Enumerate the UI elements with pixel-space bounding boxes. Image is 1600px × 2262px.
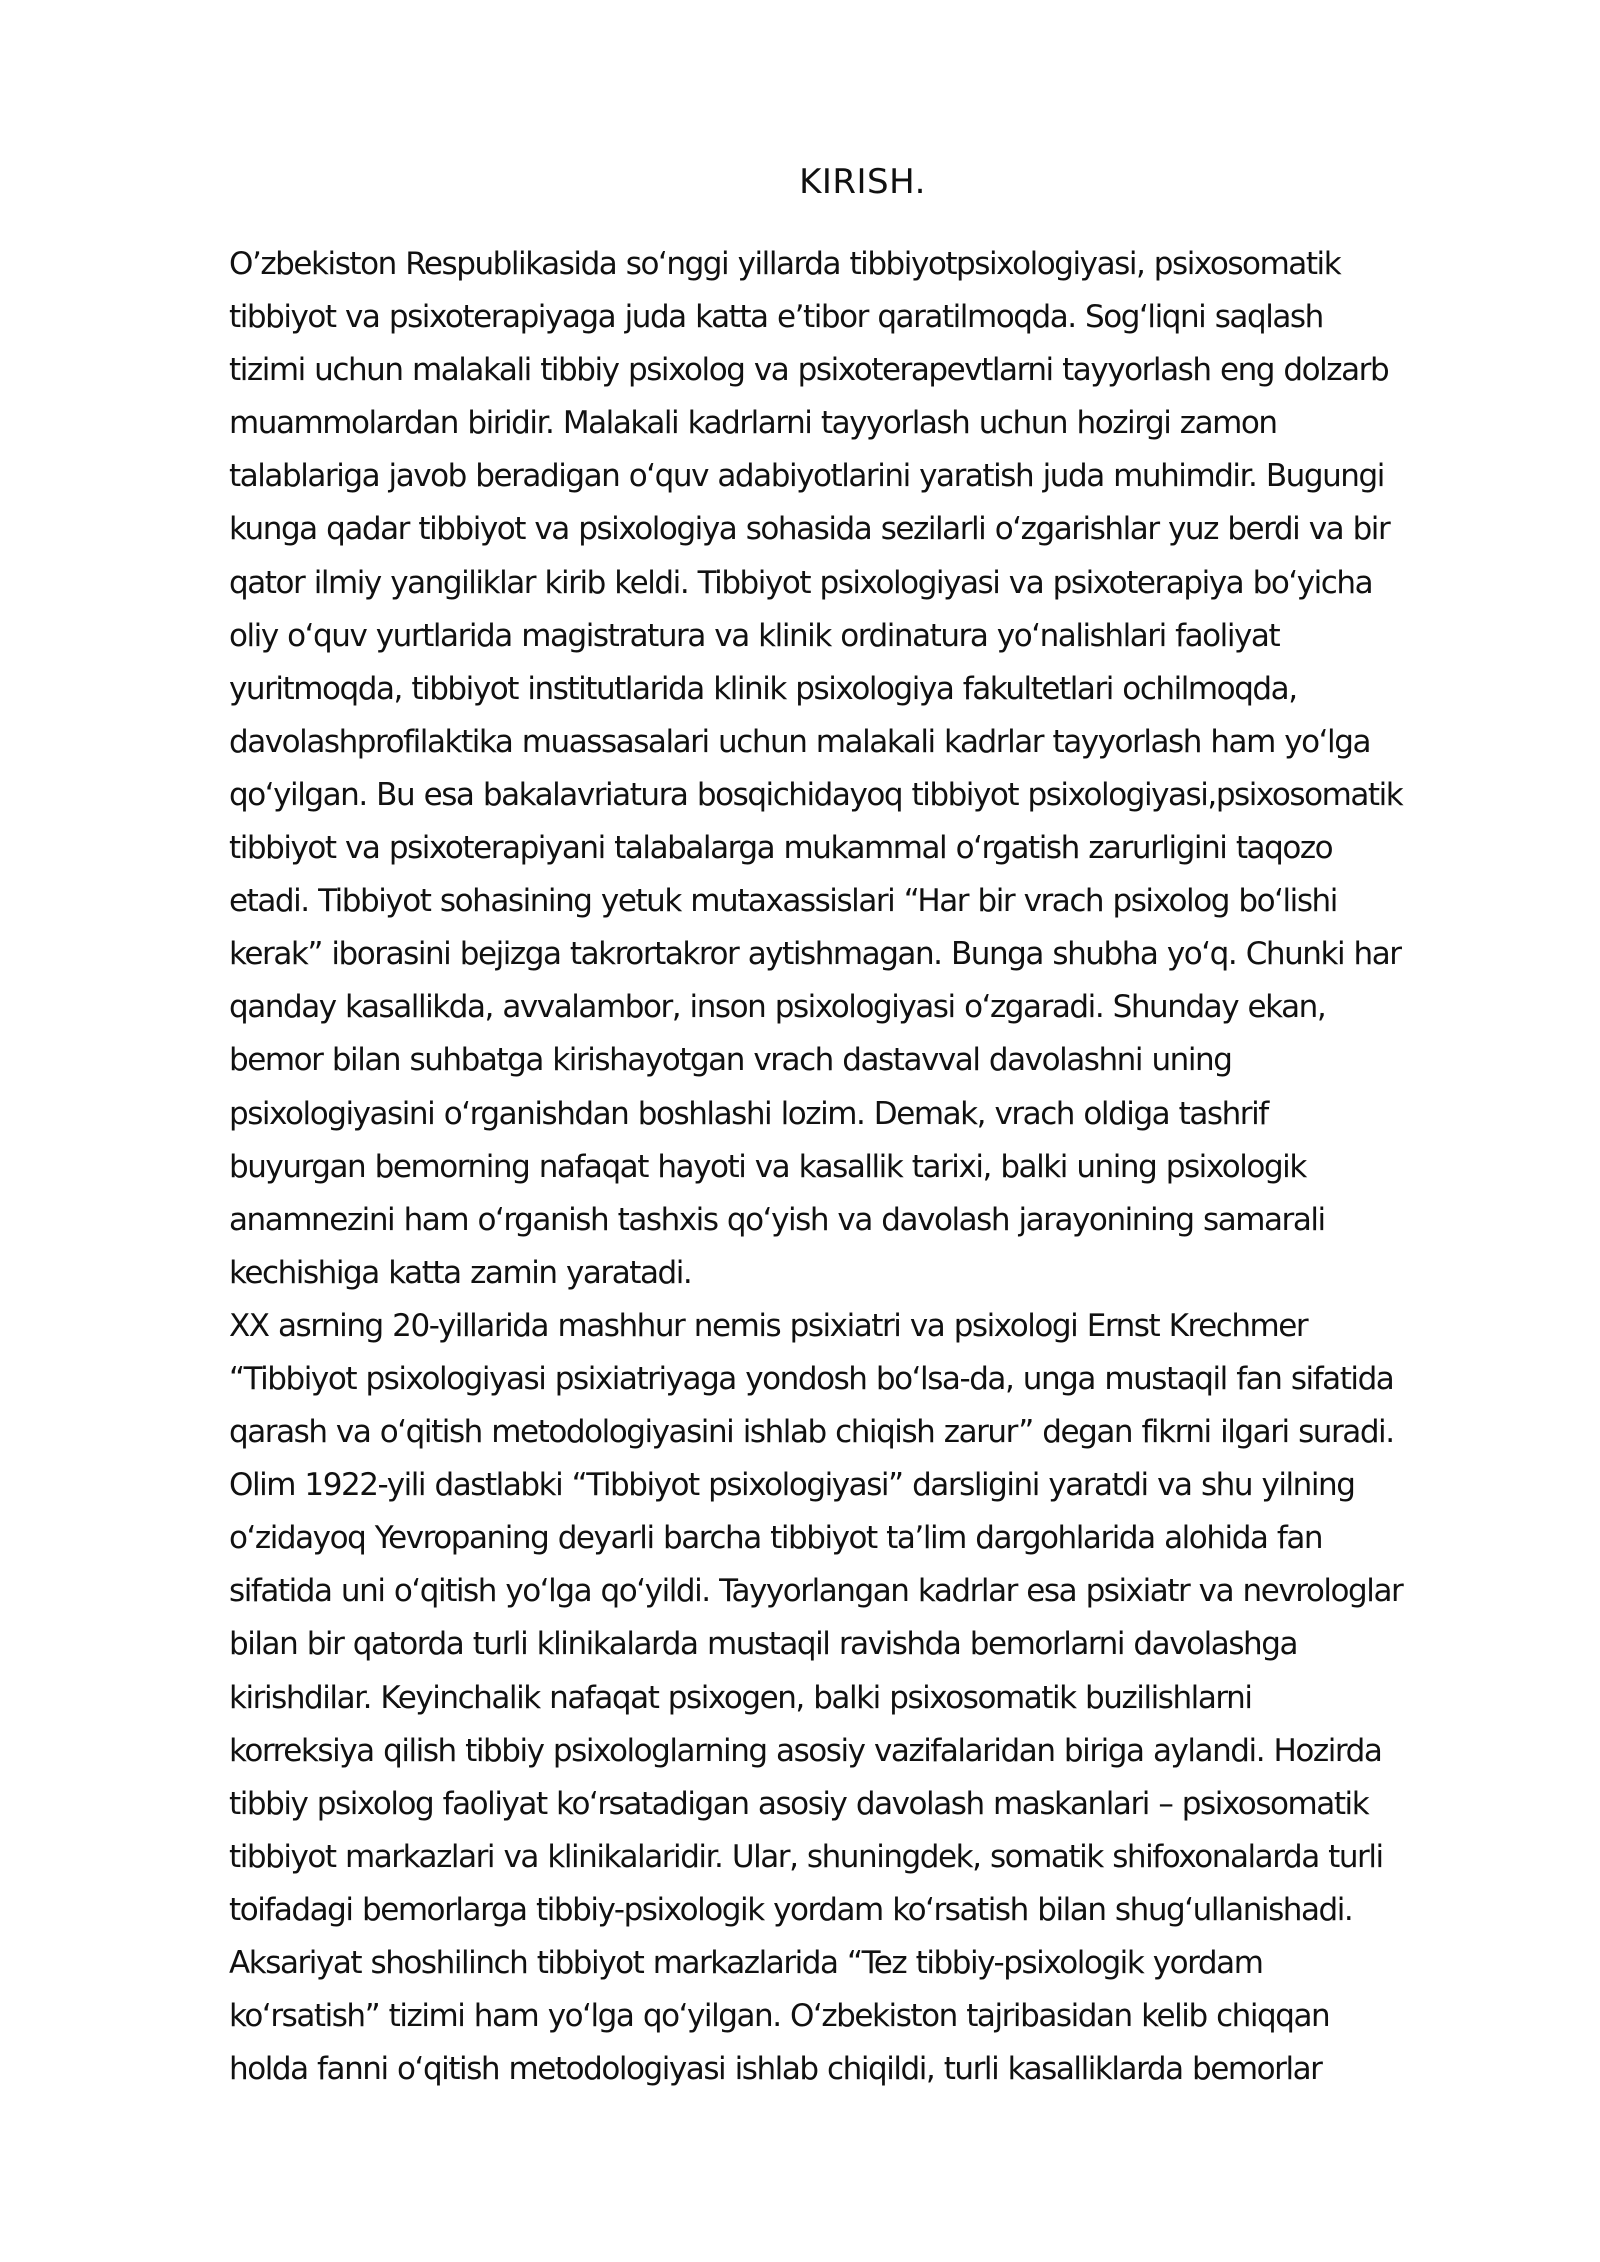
text-line: kechishiga katta zamin yaratadi. [229,1254,692,1291]
text-line: qoʻyilgan. Bu esa bakalavriatura bosqichidayoq tibbiyot psixologiyasi,psixosomatik [229,776,1403,813]
text-line: Aksariyat shoshilinch tibbiyot markazlarida “Tez tibbiy-psixologik yordam [229,1945,1263,1981]
page-title: KIRISH. [799,162,926,202]
text-line: bilan bir qatorda turli klinikalarda mustaqil ravishda bemorlarni davolashga [229,1626,1298,1663]
text-line: talablariga javob beradigan oʻquv adabiyotlarini yaratish juda muhimdir. Bugungi [229,458,1384,495]
text-line: oʻzidayoq Yevropaning deyarli barcha tibbiyot ta’lim dargohlarida alohida fan [229,1520,1323,1557]
text-line: Olim 1922-yili dastlabki “Tibbiyot psixologiyasi” darsligini yaratdi va shu yilning [229,1467,1355,1504]
text-line: kirishdilar. Keyinchalik nafaqat psixogen, balki psixosomatik buzilishlarni [229,1679,1252,1716]
text-line: davolashprofilaktika muassasalari uchun malakali kadrlar tayyorlash ham yoʻlga [229,723,1370,760]
text-line: qator ilmiy yangiliklar kirib keldi. Tibbiyot psixologiyasi va psixoterapiya boʻyicha [229,564,1373,601]
text-line: tibbiyot markazlari va klinikalaridir. Ular, shuningdek, somatik shifoxonalarda turli [229,1838,1383,1875]
text-line: qanday kasallikda, avvalambor, inson psixologiyasi oʻzgaradi. Shunday ekan, [229,989,1326,1026]
text-line: O’zbekiston Respublikasida soʻnggi yillarda tibbiyotpsixologiyasi, psixosomatik [229,246,1341,282]
text-line: anamnezini ham oʻrganish tashxis qoʻyish va davolash jarayonining samarali [229,1201,1325,1238]
text-line: tibbiy psixolog faoliyat koʻrsatadigan asosiy davolash maskanlari – psixosomatik [229,1785,1369,1822]
text-line: sifatida uni oʻqitish yoʻlga qoʻyildi. Tayyorlangan kadrlar esa psixiatr va nevrologlar [229,1573,1403,1610]
text-line: tibbiyot va psixoterapiyani talabalarga mukammal oʻrgatish zarurligini taqozo [229,830,1333,867]
text-line: oliy oʻquv yurtlarida magistratura va klinik ordinatura yoʻnalishlari faoliyat [229,617,1280,654]
text-line: kunga qadar tibbiyot va psixologiya sohasida sezilarli oʻzgarishlar yuz berdi va bir [229,511,1390,548]
body-text [229,238,1519,2096]
text-line: psixologiyasini oʻrganishdan boshlashi lozim. Demak, vrach oldiga tashrif [229,1095,1268,1132]
text-line: bemor bilan suhbatga kirishayotgan vrach dastavval davolashni uning [229,1042,1232,1079]
text-line: tibbiyot va psixoterapiyaga juda katta e’tibor qaratilmoqda. Sogʻliqni saqlash [229,299,1323,336]
text-line: muammolardan biridir. Malakali kadrlarni tayyorlash uchun hozirgi zamon [229,405,1277,442]
text-line: koʻrsatish” tizimi ham yoʻlga qoʻyilgan. Oʻzbekiston tajribasidan kelib chiqqan [229,1998,1330,2035]
text-line: etadi. Tibbiyot sohasining yetuk mutaxassislari “Har bir vrach psixolog boʻlishi [229,883,1337,920]
text-line: buyurgan bemorning nafaqat hayoti va kasallik tarixi, balki uning psixologik [229,1148,1306,1185]
text-line: XX asrning 20-yillarida mashhur nemis psixiatri va psixologi Ernst Krechmer [229,1307,1308,1344]
text-line: kerak” iborasini bejizga takrortakror aytishmagan. Bunga shubha yoʻq. Chunki har [229,936,1401,973]
text-line: yuritmoqda, tibbiyot institutlarida klinik psixologiya fakultetlari ochilmoqda, [229,670,1297,707]
text-line: holda fanni oʻqitish metodologiyasi ishlab chiqildi, turli kasalliklarda bemorlar [229,2051,1322,2088]
text-line: “Tibbiyot psixologiyasi psixiatriyaga yondosh boʻlsa-da, unga mustaqil fan sifatida [229,1360,1394,1397]
text-line: tizimi uchun malakali tibbiy psixolog va psixoterapevtlarni tayyorlash eng dolzarb [229,352,1389,389]
text-line: qarash va oʻqitish metodologiyasini ishlab chiqish zarur” degan fikrni ilgari suradi. [229,1414,1394,1451]
text-line: toifadagi bemorlarga tibbiy-psixologik yordam koʻrsatish bilan shugʻullanishadi. [229,1891,1353,1928]
text-line: korreksiya qilish tibbiy psixologlarning asosiy vazifalaridan biriga aylandi. Hozirda [229,1732,1382,1769]
